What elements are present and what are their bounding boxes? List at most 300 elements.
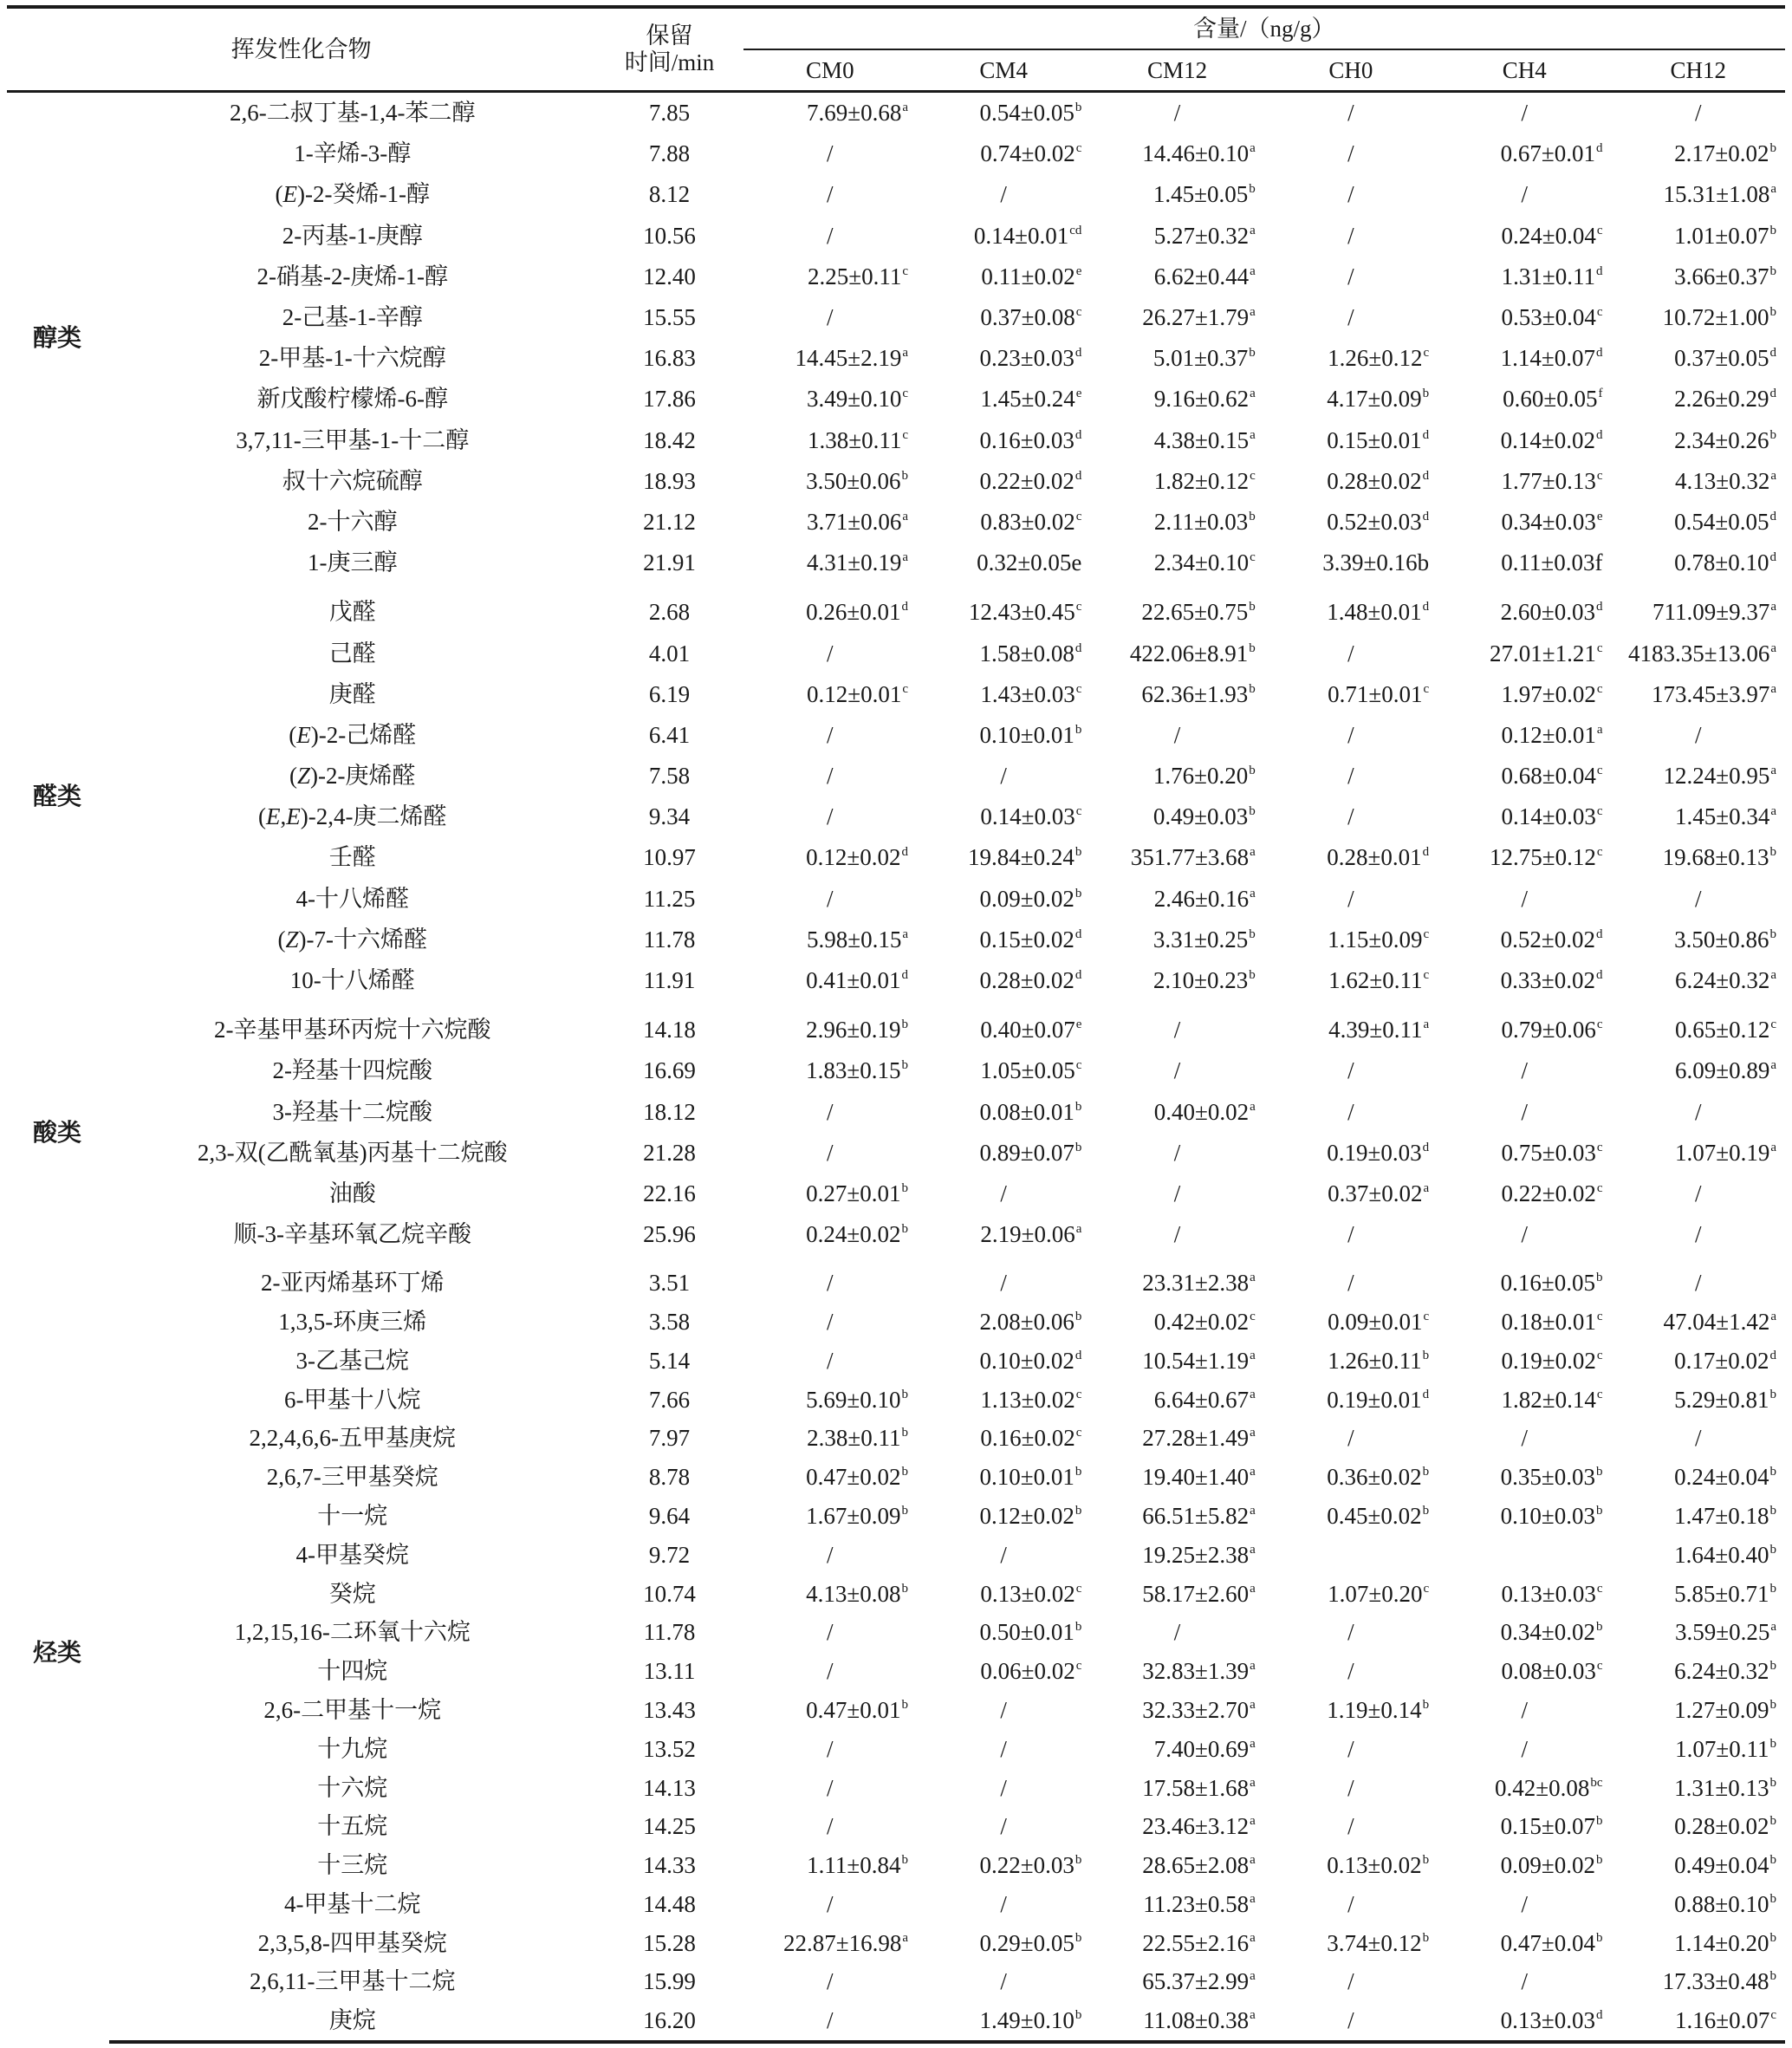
significance-letter: b [1769, 1542, 1776, 1557]
table-row [7, 461, 1785, 502]
content-value-cm0: / [827, 1139, 834, 1166]
content-value-cm0: 0.12±0.01$^c$ [807, 680, 908, 707]
content-value-cm4: / [1000, 1813, 1007, 1840]
significance-letter: b [1596, 1853, 1603, 1868]
content-value-cm12: 2.10±0.23$^b$ [1152, 967, 1256, 994]
table-row [7, 1846, 1785, 1885]
content-value-ch0: 0.09±0.01$^c$ [1328, 1308, 1430, 1335]
content-value-cm12: / [1173, 1221, 1181, 1248]
significance-letter: a [1250, 1697, 1256, 1712]
significance-letter: b [1422, 387, 1430, 401]
content-value-cm12: 22.55±2.16$^a$ [1142, 1929, 1256, 1956]
content-value-ch0: / [1347, 1968, 1354, 1995]
content-value-cm0: / [827, 140, 834, 167]
significance-letter: a [1770, 681, 1776, 696]
significance-letter: b [1249, 968, 1256, 983]
retention-time: 7.58 [648, 763, 691, 790]
content-value-ch4: 0.79±0.06$^c$ [1501, 1017, 1603, 1044]
significance-letter: b [1075, 1930, 1082, 1945]
significance-letter: b [1596, 1620, 1603, 1635]
content-value-cm0: / [827, 1774, 834, 1801]
table-row [7, 216, 1785, 257]
content-value-cm12: / [1173, 1017, 1181, 1044]
significance-letter: d [1596, 141, 1603, 156]
significance-letter: c [1075, 1581, 1082, 1596]
compound-column-header: 挥发性化合物 [7, 7, 595, 92]
content-value-cm0: / [743, 2001, 917, 2042]
content-value-ch12: 1.01±0.07$^b$ [1674, 222, 1776, 249]
content-value-cm4: 1.45±0.24$^e$ [980, 386, 1082, 413]
content-value-cm0: / [827, 885, 834, 912]
compound-name: 己醛 [328, 640, 376, 666]
significance-letter: b [1596, 1814, 1603, 1829]
retention-time: 3.58 [648, 1308, 691, 1335]
content-value-cm0: 1.83±0.15$^b$ [806, 1057, 908, 1084]
content-value-cm0: 2.96±0.19$^b$ [806, 1017, 908, 1044]
content-value-ch0: / [1347, 304, 1354, 331]
significance-letter: cd [1069, 223, 1082, 237]
significance-letter: a [1770, 804, 1776, 819]
content-value-ch0: 3.39±0.16b [1322, 549, 1430, 576]
significance-letter: a [1770, 764, 1776, 778]
compound-name: 1,2,15,16-二环氧十六烷 [234, 1619, 471, 1646]
significance-letter: a [1075, 1222, 1082, 1237]
significance-letter: a [902, 550, 908, 565]
content-value-cm0: / [827, 181, 834, 208]
content-value-ch4: 0.75±0.03$^c$ [1501, 1139, 1603, 1166]
significance-letter: a [1250, 2008, 1256, 2023]
significance-letter: b [1075, 722, 1082, 737]
content-value-cm4: 1.58±0.08$^d$ [979, 640, 1082, 666]
significance-letter: a [1250, 1581, 1256, 1596]
significance-letter: b [901, 1853, 908, 1868]
content-value-ch4: 0.22±0.02$^c$ [1501, 1180, 1603, 1206]
content-value-cm12: 3.31±0.25$^b$ [1152, 926, 1256, 952]
content-value-cm12: 14.46±0.10$^a$ [1142, 140, 1256, 167]
table-row [7, 715, 1785, 756]
content-value-ch12: 3.50±0.86$^b$ [1674, 926, 1776, 952]
significance-letter: a [1250, 1930, 1256, 1945]
content-value-ch0: 0.52±0.03$^d$ [1327, 508, 1430, 535]
table-row [7, 1807, 1785, 1846]
retention-time: 25.96 [643, 1221, 696, 1248]
significance-letter: c [1423, 968, 1430, 983]
retention-time: 9.72 [648, 1541, 691, 1568]
significance-letter: b [1769, 1930, 1776, 1945]
content-value-ch12: 4.13±0.32$^a$ [1675, 467, 1776, 494]
content-value-ch4: 0.52±0.02$^d$ [1500, 926, 1603, 952]
content-value-ch0: 4.17±0.09$^b$ [1327, 386, 1430, 413]
content-value-cm0: 2.25±0.11$^c$ [808, 263, 908, 289]
significance-letter: b [1249, 346, 1256, 361]
content-value-cm4: 0.28±0.02$^d$ [979, 967, 1082, 994]
retention-time: 8.12 [648, 181, 691, 208]
significance-letter: c [1596, 764, 1603, 778]
significance-letter: b [901, 1017, 908, 1032]
content-value-ch12: 4183.35±13.06$^a$ [1628, 640, 1776, 666]
table-row [7, 543, 1785, 583]
content-value-cm4: 1.43±0.03$^c$ [980, 680, 1082, 707]
significance-letter: a [1250, 1659, 1256, 1674]
significance-letter: a [1770, 600, 1776, 614]
significance-letter: a [1250, 1099, 1256, 1114]
significance-letter: c [1075, 681, 1082, 696]
compound-name: 庚烷 [109, 2001, 595, 2042]
content-value-cm12: 9.16±0.62$^a$ [1153, 386, 1256, 413]
content-value-ch12: / [1694, 1098, 1702, 1125]
retention-time: 7.88 [648, 140, 691, 167]
significance-letter: b [1769, 223, 1776, 237]
content-value-cm0: 14.45±2.19$^a$ [795, 345, 908, 372]
content-value-ch0: 0.13±0.02$^b$ [1327, 1852, 1430, 1879]
content-value-ch12: / [1694, 100, 1702, 127]
content-value-cm4: 0.22±0.02$^d$ [979, 467, 1082, 494]
compound-name: 2-十六醇 [308, 508, 398, 535]
significance-letter: b [1075, 1140, 1082, 1154]
sample-header-ch0: CH0 [1264, 49, 1438, 92]
content-value-cm12: 2.11±0.03$^b$ [1153, 508, 1256, 535]
content-value-cm4: 1.05±0.05$^c$ [980, 1057, 1082, 1084]
table-row [7, 960, 1785, 1001]
table-row [7, 1769, 1785, 1808]
category-label-alkane: 烃类 [33, 1638, 82, 1668]
significance-letter: c [1250, 468, 1256, 483]
content-value-cm4: 0.06±0.02$^c$ [980, 1658, 1082, 1685]
significance-letter: d [1422, 1140, 1430, 1154]
significance-letter: d [1769, 509, 1776, 523]
content-value-cm12: 32.83±1.39$^a$ [1142, 1658, 1256, 1685]
content-value-ch4: 0.10±0.03$^b$ [1500, 1502, 1603, 1529]
content-value-cm4: / [1000, 763, 1007, 790]
content-value-cm12: / [1173, 1139, 1181, 1166]
significance-letter: d [1769, 387, 1776, 401]
significance-letter: b [1075, 1309, 1082, 1323]
content-value-cm4: / [1000, 1696, 1007, 1723]
content-value-cm12: 10.54±1.19$^a$ [1142, 1347, 1256, 1374]
content-value-cm0: 5.69±0.10$^b$ [806, 1386, 908, 1413]
content-value-cm0: / [827, 222, 834, 249]
content-value-cm0: 1.11±0.84$^b$ [807, 1852, 908, 1879]
significance-letter: c [1075, 305, 1082, 320]
significance-letter: b [1075, 2008, 1082, 2023]
content-value-ch12: 1.07±0.11$^b$ [1675, 1735, 1776, 1762]
significance-letter: b [1075, 1099, 1082, 1114]
sample-header-ch12: CH12 [1612, 49, 1786, 92]
retention-time: 15.28 [643, 1929, 696, 1956]
retention-time: 11.78 [643, 926, 696, 952]
significance-letter: c [1250, 550, 1256, 565]
content-value-cm12: 2.34±0.10$^c$ [1153, 549, 1256, 576]
content-value-cm12: 65.37±2.99$^a$ [1142, 1968, 1256, 1995]
content-value-cm12: 11.23±0.58$^a$ [1143, 1890, 1256, 1917]
compound-name: 2-硝基-2-庚烯-1-醇 [256, 263, 448, 289]
significance-letter: b [1422, 1465, 1430, 1479]
content-value-cm12: 19.25±2.38$^a$ [1142, 1541, 1256, 1568]
content-value-cm0: 3.49±0.10$^c$ [807, 386, 908, 413]
content-value-ch0: 1.07±0.20$^c$ [1328, 1580, 1430, 1607]
compound-name: (E)-2-癸烯-1-醇 [275, 181, 430, 208]
significance-letter: d [1422, 509, 1430, 523]
significance-letter: d [1075, 640, 1082, 655]
content-value-cm4: 0.54±0.05$^b$ [979, 100, 1082, 127]
sample-header-cm12: CM12 [1090, 49, 1263, 92]
retention-time: 16.83 [643, 345, 696, 372]
significance-letter: a [902, 346, 908, 361]
table-body [7, 92, 1785, 2043]
content-value-ch4: 0.13±0.03$^d$ [1438, 2001, 1611, 2042]
content-value-cm0: 3.71±0.06$^a$ [807, 508, 908, 535]
compound-name: 油酸 [328, 1180, 376, 1206]
content-value-ch12: 0.24±0.04$^b$ [1674, 1464, 1776, 1491]
significance-letter: c [1596, 468, 1603, 483]
significance-letter: b [1249, 600, 1256, 614]
content-value-cm4: / [1000, 1735, 1007, 1762]
content-value-ch4: 0.67±0.01$^d$ [1500, 140, 1603, 167]
significance-letter: e [1075, 1017, 1082, 1032]
significance-letter: b [1075, 1620, 1082, 1635]
compound-name: 2-羟基十四烷酸 [272, 1057, 432, 1084]
significance-letter: a [1250, 1969, 1256, 1984]
compound-name: 2,2,4,6,6-五甲基庚烷 [249, 1425, 456, 1452]
content-value-ch4: 0.33±0.02$^d$ [1500, 967, 1603, 994]
table-row [7, 1691, 1785, 1730]
content-value-cm12: / [1173, 1619, 1181, 1646]
content-value-ch12: 1.64±0.40$^b$ [1674, 1541, 1776, 1568]
significance-letter: b [1596, 1503, 1603, 1518]
significance-letter: c [1596, 1659, 1603, 1674]
content-value-ch4: 0.60±0.05$^f$ [1503, 386, 1603, 413]
compound-name: 10-十八烯醛 [289, 967, 415, 994]
retention-time: 5.14 [648, 1347, 691, 1374]
content-value-ch4: 0.53±0.04$^c$ [1501, 304, 1603, 331]
content-value-cm4: 0.83±0.02$^c$ [980, 508, 1082, 535]
content-value-cm12: 23.46±3.12$^a$ [1142, 1813, 1256, 1840]
content-value-cm4: / [1000, 1890, 1007, 1917]
content-value-ch0: / [1347, 1619, 1354, 1646]
content-value-cm4: 0.74±0.02$^c$ [980, 140, 1082, 167]
content-value-ch4: 0.14±0.03$^c$ [1501, 803, 1603, 830]
significance-letter: a [1250, 1387, 1256, 1401]
content-value-ch12: / [1694, 885, 1702, 912]
significance-letter: e [1075, 263, 1082, 278]
retention-time: 13.11 [643, 1658, 696, 1685]
category-label-aldehyde: 醛类 [33, 782, 82, 811]
table-row [7, 502, 1785, 543]
significance-letter: b [901, 1387, 908, 1401]
significance-letter: c [1770, 2008, 1776, 2023]
content-value-cm0: / [827, 1098, 834, 1125]
significance-letter: c [1250, 1309, 1256, 1323]
table-header [7, 7, 1785, 92]
significance-letter: a [1423, 1180, 1430, 1195]
retention-time: 14.25 [643, 1813, 696, 1840]
significance-letter: d [1075, 926, 1082, 941]
content-value-ch4: 0.47±0.04$^b$ [1500, 1929, 1603, 1956]
compound-name: 2-亚丙烯基环丁烯 [261, 1270, 445, 1297]
table-row [7, 920, 1785, 960]
table-row [7, 1092, 1785, 1133]
significance-letter: b [1249, 926, 1256, 941]
content-value-ch12: 6.24±0.32$^b$ [1674, 1658, 1776, 1685]
content-value-cm4: 19.84±0.24$^b$ [968, 844, 1082, 871]
content-value-cm4: 2.19±0.06$^a$ [980, 1221, 1082, 1248]
content-value-ch0: 3.74±0.12$^b$ [1327, 1929, 1430, 1956]
table-row [7, 1924, 1785, 1963]
table-row [7, 174, 1785, 215]
significance-letter: d [1075, 1348, 1082, 1362]
content-value-cm0: / [827, 1270, 834, 1297]
significance-letter: a [1250, 1348, 1256, 1362]
significance-letter: c [1423, 1309, 1430, 1323]
sample-header-ch4: CH4 [1438, 49, 1611, 92]
content-value-ch4: 0.34±0.02$^b$ [1500, 1619, 1603, 1646]
retention-time: 9.34 [648, 803, 691, 830]
table-row [7, 1963, 1785, 2002]
content-value-ch12: 3.59±0.25$^a$ [1675, 1619, 1776, 1646]
content-value-cm12: 11.08±0.38$^a$ [1090, 2001, 1263, 2042]
significance-letter: b [901, 1697, 908, 1712]
compound-name: 2,3,5,8-四甲基癸烷 [257, 1929, 447, 1956]
content-value-cm0: / [827, 721, 834, 748]
significance-letter: b [1769, 926, 1776, 941]
significance-letter: c [902, 263, 908, 278]
content-value-ch12: 1.27±0.09$^b$ [1674, 1696, 1776, 1723]
significance-letter: c [1423, 1581, 1430, 1596]
significance-letter: c [1075, 509, 1082, 523]
significance-letter: d [1422, 600, 1430, 614]
significance-letter: d [1422, 845, 1430, 860]
content-column-header: 含量/（ng/g） [743, 7, 1785, 49]
significance-letter: a [902, 1930, 908, 1945]
content-value-ch12: 12.24±0.95$^a$ [1663, 763, 1776, 790]
content-value-cm4: 0.40±0.07$^e$ [980, 1017, 1082, 1044]
content-value-ch0: / [1347, 1057, 1354, 1084]
content-value-cm0: / [827, 1541, 834, 1568]
retention-time: 21.12 [643, 508, 696, 535]
significance-letter: b [1596, 1271, 1603, 1285]
significance-letter: d [1075, 427, 1082, 442]
content-value-ch0: / [1347, 1774, 1354, 1801]
table-row [7, 1497, 1785, 1536]
significance-letter: b [1769, 845, 1776, 860]
compound-name: 2-甲基-1-十六烷醇 [258, 345, 446, 372]
content-value-ch4: 0.34±0.03$^e$ [1501, 508, 1603, 535]
content-value-cm4: 0.13±0.02$^c$ [980, 1580, 1082, 1607]
significance-letter: b [1769, 263, 1776, 278]
content-value-ch0: / [1264, 2001, 1438, 2042]
content-value-ch4: / [1521, 181, 1529, 208]
content-value-cm4: 2.08±0.06$^b$ [979, 1308, 1082, 1335]
content-value-ch0: / [1347, 1813, 1354, 1840]
significance-letter: a [1250, 141, 1256, 156]
content-value-cm0: 4.31±0.19$^a$ [807, 549, 908, 576]
significance-letter: b [1249, 764, 1256, 778]
significance-letter: b [1249, 182, 1256, 197]
content-value-ch4: 0.24±0.04$^c$ [1501, 222, 1603, 249]
content-value-ch12: 0.88±0.10$^b$ [1674, 1890, 1776, 1917]
table-row [7, 1001, 1785, 1050]
content-value-ch4: 0.18±0.01$^c$ [1501, 1308, 1603, 1335]
significance-letter: c [1075, 1659, 1082, 1674]
significance-letter: c [1075, 804, 1082, 819]
content-value-ch0: / [1347, 1735, 1354, 1762]
content-value-ch12: 3.66±0.37$^b$ [1674, 263, 1776, 289]
content-value-cm0: 22.87±16.98$^a$ [783, 1929, 908, 1956]
table-row [7, 133, 1785, 174]
content-value-ch12: 6.09±0.89$^a$ [1675, 1057, 1776, 1084]
content-value-cm4: / [1000, 1270, 1007, 1297]
content-value-ch0: / [1347, 1221, 1354, 1248]
table-row [7, 2001, 1785, 2042]
content-value-ch0: 0.28±0.01$^d$ [1327, 844, 1430, 871]
significance-letter: d [901, 845, 908, 860]
content-value-cm12: / [1173, 1057, 1181, 1084]
content-value-cm12: / [1173, 721, 1181, 748]
content-value-cm12: 27.28±1.49$^a$ [1142, 1425, 1256, 1452]
content-value-cm0: / [827, 1968, 834, 1995]
content-value-cm12: 6.62±0.44$^a$ [1153, 263, 1256, 289]
significance-letter: e [1075, 387, 1082, 401]
significance-letter: a [1770, 182, 1776, 197]
significance-letter: b [1075, 101, 1082, 115]
significance-letter: b [1769, 1503, 1776, 1518]
content-value-ch0: 0.37±0.02$^a$ [1328, 1180, 1430, 1206]
content-value-cm0: 1.38±0.11$^c$ [808, 426, 908, 453]
significance-letter: b [1249, 804, 1256, 819]
content-value-cm0: 1.67±0.09$^b$ [806, 1502, 908, 1529]
content-value-cm0: 3.50±0.06$^b$ [806, 467, 908, 494]
compound-name: 顺-3-辛基环氧乙烷辛酸 [233, 1221, 471, 1248]
content-value-cm0: 0.12±0.02$^d$ [806, 844, 908, 871]
significance-letter: b [1249, 681, 1256, 696]
content-value-ch0: / [1347, 1425, 1354, 1452]
significance-letter: d [1422, 427, 1430, 442]
retention-time: 18.93 [643, 467, 696, 494]
significance-letter: b [1769, 1853, 1776, 1868]
table-row [7, 1613, 1785, 1652]
significance-letter: c [1423, 926, 1430, 941]
compound-name: 3-乙基己烷 [295, 1347, 409, 1374]
significance-letter: a [1250, 1853, 1256, 1868]
content-value-ch4: / [1521, 1890, 1529, 1917]
significance-letter: b [1422, 1503, 1430, 1518]
significance-letter: c [1596, 1017, 1603, 1032]
significance-letter: c [1596, 1180, 1603, 1195]
content-value-ch12: 0.17±0.02$^d$ [1674, 1347, 1776, 1374]
content-value-cm12: 0.40±0.02$^a$ [1153, 1098, 1256, 1125]
content-value-cm12: 17.58±1.68$^a$ [1142, 1774, 1256, 1801]
table-row [7, 1214, 1785, 1255]
content-value-cm4: / [1000, 1180, 1007, 1206]
significance-letter: b [1769, 1659, 1776, 1674]
significance-letter: c [1596, 305, 1603, 320]
content-value-ch12: / [1694, 721, 1702, 748]
content-value-ch12: / [1694, 1221, 1702, 1248]
content-value-ch4: 0.15±0.07$^b$ [1500, 1813, 1603, 1840]
compound-name: 3-羟基十二烷酸 [272, 1098, 432, 1125]
content-value-ch12: 0.28±0.02$^b$ [1674, 1813, 1776, 1840]
retention-time: 7.97 [648, 1425, 691, 1452]
content-value-cm12: 28.65±2.08$^a$ [1142, 1852, 1256, 1879]
content-value-ch0: / [1347, 885, 1354, 912]
significance-letter: b [1769, 1697, 1776, 1712]
compound-name: 十九烷 [317, 1735, 388, 1762]
content-value-cm4: 0.10±0.01$^b$ [979, 1464, 1082, 1491]
content-value-cm4: 0.32±0.05e [977, 549, 1082, 576]
content-value-cm12: 422.06±8.91$^b$ [1129, 640, 1256, 666]
content-value-ch4: 0.16±0.05$^b$ [1500, 1270, 1603, 1297]
compound-name: (Z)-7-十六烯醛 [277, 926, 428, 952]
